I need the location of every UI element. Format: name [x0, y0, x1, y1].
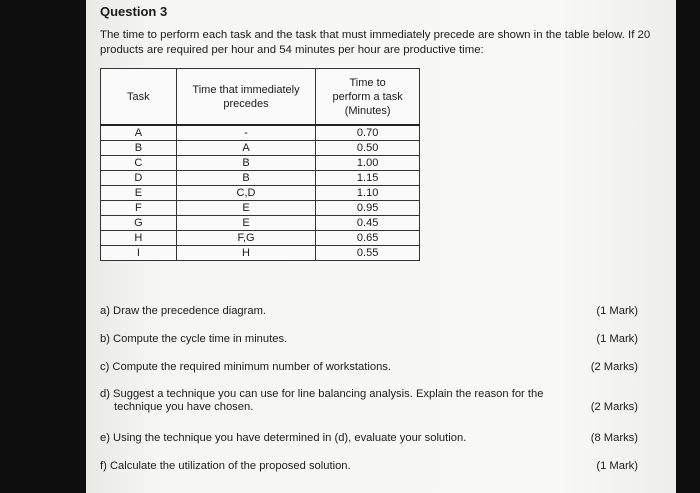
- header-time-line1: Time to: [349, 76, 386, 89]
- table-row: [101, 201, 420, 216]
- cell-predecessor: E: [176, 216, 316, 231]
- cell-predecessor: C,D: [176, 186, 316, 201]
- cell-task: D: [101, 171, 177, 186]
- header-time: [316, 69, 420, 126]
- part-b-marks: (1 Mark): [596, 333, 638, 345]
- table-row: [101, 171, 420, 186]
- table-row: [101, 141, 420, 156]
- cell-time: 0.65: [316, 231, 420, 246]
- cell-time: 1.10: [316, 186, 420, 201]
- part-e-text: e) Using the technique you have determined in (d), evaluate your solution.: [100, 432, 467, 444]
- header-precedes: Time that immediately precedes: [176, 69, 316, 126]
- part-e-marks: (8 Marks): [590, 432, 638, 444]
- header-time-line3: (Minutes): [344, 104, 391, 117]
- cell-task: A: [101, 125, 177, 141]
- cell-time: 0.55: [316, 246, 420, 261]
- cell-predecessor: B: [176, 156, 316, 171]
- cell-task: E: [101, 186, 177, 201]
- table-row: [101, 186, 420, 201]
- part-c-marks: (2 Marks): [590, 361, 638, 373]
- part-a-marks: (1 Mark): [596, 305, 638, 317]
- table-row: [101, 156, 420, 171]
- table-row: [101, 246, 420, 261]
- cell-predecessor: -: [176, 125, 316, 141]
- header-task: Task: [101, 69, 177, 126]
- cell-predecessor: H: [176, 246, 316, 261]
- cell-task: B: [101, 141, 177, 156]
- table-row: [101, 125, 420, 141]
- question-intro: The time to perform each task and the task that must immediately precede are shown in the table below. If 20 products are required per hour and 54 minutes per hour are productive time:: [100, 29, 651, 56]
- cell-time: 1.15: [316, 171, 420, 186]
- cell-task: H: [101, 231, 177, 246]
- cell-predecessor: B: [176, 171, 316, 186]
- cell-predecessor: E: [176, 201, 316, 216]
- cell-predecessor: A: [176, 141, 316, 156]
- part-b-text: b) Compute the cycle time in minutes.: [100, 333, 288, 345]
- table-row: [101, 216, 420, 231]
- table-row: [101, 231, 420, 246]
- cell-time: 0.50: [316, 141, 420, 156]
- part-d-text-line1: d) Suggest a technique you can use for line balancing analysis. Explain the reason for the: [100, 388, 544, 400]
- cell-task: C: [101, 156, 177, 171]
- cell-time: 0.70: [316, 125, 420, 141]
- cell-time: 1.00: [316, 156, 420, 171]
- part-f-marks: (1 Mark): [596, 460, 638, 472]
- part-a-text: a) Draw the precedence diagram.: [100, 305, 267, 317]
- cell-time: 0.45: [316, 216, 420, 231]
- header-time-line2: perform a task: [332, 90, 403, 103]
- cell-task: F: [101, 201, 177, 216]
- part-d-text-line2: technique you have chosen.: [114, 401, 254, 413]
- question-title: Question 3: [100, 4, 168, 19]
- part-f-text: f) Calculate the utilization of the proposed solution.: [100, 460, 351, 472]
- task-table: [100, 68, 420, 261]
- cell-predecessor: F,G: [176, 231, 316, 246]
- part-c-text: c) Compute the required minimum number of workstations.: [100, 361, 391, 373]
- cell-task: I: [101, 246, 177, 261]
- part-d-marks: (2 Marks): [590, 401, 638, 413]
- cell-task: G: [101, 216, 177, 231]
- cell-time: 0.95: [316, 201, 420, 216]
- document-page: [86, 0, 676, 493]
